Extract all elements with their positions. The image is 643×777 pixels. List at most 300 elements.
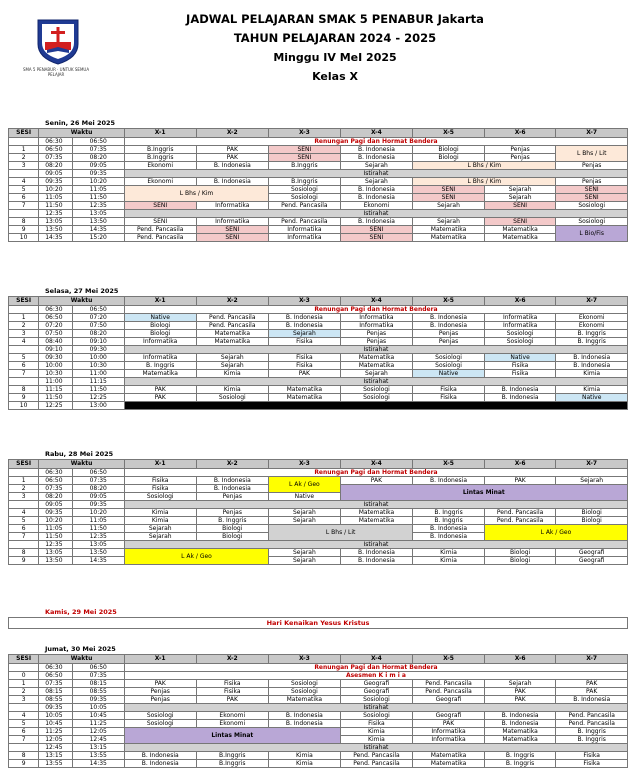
- session-number: [9, 469, 39, 477]
- break-row: Istirahat: [124, 541, 627, 549]
- subject-cell: Informatika: [484, 322, 556, 330]
- subject-cell: Sosiologi: [340, 386, 413, 394]
- subject-cell: SENI: [556, 194, 628, 202]
- subject-cell: B. Indonesia: [269, 720, 341, 728]
- day-label-jumat: Jumat, 30 Mei 2025: [45, 645, 116, 653]
- table-row: [9, 322, 628, 330]
- table-row: [9, 664, 628, 672]
- subject-cell: Sosiologi: [124, 720, 196, 728]
- subject-cell: Lintas Minat: [340, 485, 627, 501]
- time-end: 11:15: [72, 378, 124, 386]
- time-end: 14:35: [72, 760, 124, 768]
- subject-cell: PAK: [269, 370, 341, 378]
- table-row: [9, 469, 628, 477]
- column-header: X-6: [484, 460, 556, 469]
- school-logo: [33, 16, 83, 66]
- subject-cell: B.Inggris: [269, 178, 341, 186]
- subject-cell: Sosiologi: [340, 696, 413, 704]
- subject-cell: Penjas: [413, 338, 485, 346]
- time-end: 11:50: [72, 194, 124, 202]
- time-start: 08:20: [39, 493, 72, 501]
- day-label-kamis: Kamis, 29 Mei 2025: [45, 608, 117, 616]
- column-header: Waktu: [39, 297, 125, 306]
- time-start: 07:35: [39, 485, 72, 493]
- time-end: 13:05: [72, 541, 124, 549]
- time-start: 07:35: [39, 680, 72, 688]
- table-row: [9, 330, 628, 338]
- subject-cell: B. Indonesia: [269, 712, 341, 720]
- table-header-row: [9, 129, 628, 138]
- subject-cell: Ekonomi: [196, 712, 269, 720]
- subject-cell: Fisika: [269, 338, 341, 346]
- subject-cell: B. Indonesia: [556, 362, 628, 370]
- subject-cell: Penjas: [340, 338, 413, 346]
- time-end: 13:55: [72, 752, 124, 760]
- session-number: [9, 170, 39, 178]
- subject-cell: Matematika: [484, 234, 556, 242]
- event-banner: Renungan Pagi dan Hormat Bendera: [124, 306, 627, 314]
- table-row: [9, 194, 628, 202]
- table-row: [9, 162, 628, 170]
- subject-cell: L Ak / Geo: [484, 525, 627, 541]
- subject-cell: B. Indonesia: [556, 696, 628, 704]
- subject-cell: Informatika: [340, 314, 413, 322]
- subject-cell: Sejarah: [196, 362, 269, 370]
- subject-cell: Matematika: [484, 226, 556, 234]
- session-number: 8: [9, 549, 39, 557]
- subject-cell: Kimia: [413, 557, 485, 565]
- time-start: 11:50: [39, 533, 72, 541]
- time-end: 09:30: [72, 346, 124, 354]
- event-banner: [124, 402, 627, 410]
- subject-cell: B. Inggris: [556, 736, 628, 744]
- subject-cell: PAK: [340, 477, 413, 485]
- subject-cell: Sosiologi: [556, 202, 628, 210]
- day-label-selasa: Selasa, 27 Mei 2025: [45, 287, 119, 295]
- time-end: 10:20: [72, 509, 124, 517]
- subject-cell: Informatika: [124, 338, 196, 346]
- subject-cell: Sejarah: [413, 218, 485, 226]
- holiday-text: Hari Kenaikan Yesus Kristus: [9, 618, 628, 629]
- table-row: [9, 712, 628, 720]
- subject-cell: Biologi: [484, 549, 556, 557]
- subject-cell: Biologi: [196, 533, 269, 541]
- table-row: [9, 744, 628, 752]
- time-start: 11:50: [39, 202, 72, 210]
- subject-cell: Sejarah: [340, 162, 413, 170]
- time-end: 06:50: [72, 306, 124, 314]
- subject-cell: B. Indonesia: [484, 386, 556, 394]
- time-end: 10:05: [72, 704, 124, 712]
- subject-cell: Informatika: [269, 226, 341, 234]
- column-header: X-7: [556, 129, 628, 138]
- column-header: X-5: [413, 297, 485, 306]
- table-row: [9, 210, 628, 218]
- time-start: 13:05: [39, 549, 72, 557]
- session-number: [9, 138, 39, 146]
- column-header: Waktu: [39, 460, 125, 469]
- time-end: 15:20: [72, 234, 124, 242]
- subject-cell: PAK: [196, 696, 269, 704]
- time-start: 09:35: [39, 704, 72, 712]
- subject-cell: B. Indonesia: [340, 218, 413, 226]
- subject-cell: PAK: [484, 696, 556, 704]
- time-end: 07:35: [72, 146, 124, 154]
- subject-cell: B. Indonesia: [340, 194, 413, 202]
- time-start: 12:25: [39, 402, 72, 410]
- session-number: 7: [9, 202, 39, 210]
- subject-cell: B. Indonesia: [413, 525, 485, 533]
- table-row: [9, 509, 628, 517]
- subject-cell: Fisika: [196, 680, 269, 688]
- subject-cell: Kimia: [556, 386, 628, 394]
- schedule-table: [8, 128, 628, 242]
- subject-cell: SENI: [196, 226, 269, 234]
- table-row: [9, 154, 628, 162]
- time-end: 08:20: [72, 330, 124, 338]
- time-end: 07:50: [72, 322, 124, 330]
- column-header: X-7: [556, 460, 628, 469]
- time-end: 11:50: [72, 386, 124, 394]
- table-row: [9, 688, 628, 696]
- subject-cell: Sejarah: [269, 557, 341, 565]
- column-header: X-5: [413, 655, 485, 664]
- break-row: Istirahat: [124, 501, 627, 509]
- subject-cell: B. Inggris: [556, 338, 628, 346]
- holiday-table: [8, 617, 628, 629]
- subject-cell: Sosiologi: [124, 712, 196, 720]
- time-start: 13:50: [39, 226, 72, 234]
- subject-cell: Sosiologi: [269, 194, 341, 202]
- time-end: 10:20: [72, 178, 124, 186]
- column-header: SESI: [9, 129, 39, 138]
- time-start: 08:40: [39, 338, 72, 346]
- subject-cell: B. Inggris: [484, 752, 556, 760]
- time-end: 11:25: [72, 720, 124, 728]
- time-start: 08:15: [39, 688, 72, 696]
- column-header: X-3: [269, 129, 341, 138]
- time-end: 13:50: [72, 549, 124, 557]
- subject-cell: Pend. Pancasila: [269, 218, 341, 226]
- time-end: 09:05: [72, 493, 124, 501]
- subject-cell: Penjas: [413, 330, 485, 338]
- subject-cell: B. Indonesia: [340, 549, 413, 557]
- subject-cell: SENI: [556, 186, 628, 194]
- subject-cell: B.Inggris: [196, 760, 269, 768]
- time-start: 09:30: [39, 354, 72, 362]
- subject-cell: SENI: [413, 194, 485, 202]
- time-start: 06:30: [39, 664, 72, 672]
- column-header: X-1: [124, 460, 196, 469]
- column-header: X-3: [269, 460, 341, 469]
- subject-cell: Sejarah: [269, 509, 341, 517]
- subject-cell: Native: [413, 370, 485, 378]
- time-end: 13:00: [72, 402, 124, 410]
- subject-cell: L Bhs / Kim: [413, 178, 556, 186]
- column-header: Waktu: [39, 129, 125, 138]
- subject-cell: Pend. Pancasila: [484, 509, 556, 517]
- subject-cell: Sosiologi: [484, 330, 556, 338]
- time-start: 07:20: [39, 322, 72, 330]
- event-banner: Asesmen K i m i a: [124, 672, 627, 680]
- subject-cell: PAK: [484, 477, 556, 485]
- session-number: [9, 541, 39, 549]
- session-number: [9, 664, 39, 672]
- subject-cell: SENI: [269, 154, 341, 162]
- schedule-table: [8, 654, 628, 768]
- subject-cell: Matematika: [269, 696, 341, 704]
- time-start: 06:30: [39, 306, 72, 314]
- column-header: X-1: [124, 129, 196, 138]
- subject-cell: Matematika: [413, 234, 485, 242]
- column-header: X-1: [124, 655, 196, 664]
- subject-cell: Pend. Pancasila: [340, 760, 413, 768]
- time-end: 13:05: [72, 210, 124, 218]
- subject-cell: Fisika: [413, 386, 485, 394]
- time-start: 10:30: [39, 370, 72, 378]
- table-row: [9, 704, 628, 712]
- time-end: 14:35: [72, 226, 124, 234]
- subject-cell: Matematika: [196, 338, 269, 346]
- session-number: 3: [9, 493, 39, 501]
- subject-cell: SENI: [484, 202, 556, 210]
- table-row: [9, 501, 628, 509]
- subject-cell: Biologi: [413, 154, 485, 162]
- subject-cell: B. Indonesia: [413, 477, 485, 485]
- time-start: 11:05: [39, 194, 72, 202]
- subject-cell: Ekonomi: [340, 202, 413, 210]
- subject-cell: Penjas: [196, 493, 269, 501]
- session-number: [9, 306, 39, 314]
- subject-cell: Matematika: [196, 330, 269, 338]
- time-start: 12:45: [39, 744, 72, 752]
- time-end: 09:10: [72, 338, 124, 346]
- class-label: Kelas X: [312, 70, 358, 83]
- day-label-senin: Senin, 26 Mei 2025: [45, 119, 116, 127]
- subject-cell: B. Inggris: [196, 517, 269, 525]
- time-start: 06:50: [39, 477, 72, 485]
- subject-cell: Kimia: [556, 370, 628, 378]
- column-header: SESI: [9, 655, 39, 664]
- session-number: 2: [9, 485, 39, 493]
- time-start: 13:05: [39, 218, 72, 226]
- time-start: 06:50: [39, 146, 72, 154]
- subject-cell: Sejarah: [269, 549, 341, 557]
- subject-cell: B. Inggris: [413, 517, 485, 525]
- subject-cell: L Bio/Fis: [556, 226, 628, 242]
- subject-cell: Geografi: [556, 557, 628, 565]
- subject-cell: Pend. Pancasila: [556, 712, 628, 720]
- subject-cell: PAK: [124, 386, 196, 394]
- subject-cell: Matematika: [340, 354, 413, 362]
- session-number: 10: [9, 402, 39, 410]
- table-row: [9, 202, 628, 210]
- column-header: X-5: [413, 460, 485, 469]
- table-row: [9, 354, 628, 362]
- time-start: 13:50: [39, 557, 72, 565]
- subject-cell: B. Indonesia: [196, 477, 269, 485]
- session-number: [9, 501, 39, 509]
- subject-cell: Informatika: [340, 322, 413, 330]
- table-row: [9, 226, 628, 234]
- break-row: Istirahat: [124, 170, 627, 178]
- session-number: 9: [9, 557, 39, 565]
- subject-cell: PAK: [484, 688, 556, 696]
- session-number: 1: [9, 314, 39, 322]
- table-row: [9, 728, 628, 736]
- session-number: 3: [9, 330, 39, 338]
- subject-cell: Penjas: [196, 509, 269, 517]
- column-header: X-4: [340, 460, 413, 469]
- session-number: 5: [9, 517, 39, 525]
- subject-cell: Matematika: [269, 394, 341, 402]
- time-start: 10:20: [39, 186, 72, 194]
- subject-cell: B. Indonesia: [340, 146, 413, 154]
- subject-cell: Matematika: [340, 509, 413, 517]
- subject-cell: Informatika: [196, 202, 269, 210]
- subject-cell: B. Indonesia: [124, 752, 196, 760]
- session-number: 7: [9, 533, 39, 541]
- subject-cell: Informatika: [413, 736, 485, 744]
- session-number: 9: [9, 226, 39, 234]
- subject-cell: Native: [484, 354, 556, 362]
- table-row: [9, 362, 628, 370]
- subject-cell: Biologi: [556, 517, 628, 525]
- table-header-row: [9, 655, 628, 664]
- subject-cell: Sejarah: [124, 525, 196, 533]
- session-number: [9, 744, 39, 752]
- session-number: 3: [9, 696, 39, 704]
- subject-cell: Sosiologi: [556, 218, 628, 226]
- column-header: X-6: [484, 655, 556, 664]
- column-header: X-3: [269, 297, 341, 306]
- session-number: [9, 346, 39, 354]
- subject-cell: L Ak / Geo: [124, 549, 268, 565]
- table-row: [9, 314, 628, 322]
- subject-cell: Pend. Pancasila: [196, 322, 269, 330]
- subject-cell: Biologi: [124, 322, 196, 330]
- page-title: JADWAL PELAJARAN SMAK 5 PENABUR Jakarta: [186, 12, 484, 26]
- subject-cell: L Bhs / Kim: [124, 186, 268, 202]
- subject-cell: B. Indonesia: [124, 760, 196, 768]
- subject-cell: Biologi: [124, 330, 196, 338]
- subject-cell: Informatika: [484, 314, 556, 322]
- subject-cell: L Ak / Geo: [269, 477, 341, 493]
- subject-cell: SENI: [340, 234, 413, 242]
- subject-cell: Pend. Pancasila: [196, 314, 269, 322]
- subject-cell: B. Inggris: [556, 728, 628, 736]
- table-row: [9, 170, 628, 178]
- subject-cell: Biologi: [196, 525, 269, 533]
- time-end: 09:05: [72, 162, 124, 170]
- subject-cell: Sosiologi: [340, 712, 413, 720]
- subject-cell: PAK: [556, 680, 628, 688]
- logo-caption: SMA 5 PENABUR · UNTUK SEMUA PELAJAR: [22, 67, 90, 77]
- event-banner: Renungan Pagi dan Hormat Bendera: [124, 469, 627, 477]
- subject-cell: Geografi: [340, 680, 413, 688]
- time-start: 07:35: [39, 154, 72, 162]
- subject-cell: PAK: [556, 688, 628, 696]
- subject-cell: Sosiologi: [340, 394, 413, 402]
- time-start: 10:05: [39, 712, 72, 720]
- subject-cell: Pend. Pancasila: [124, 234, 196, 242]
- session-number: 2: [9, 154, 39, 162]
- time-start: 13:15: [39, 752, 72, 760]
- session-number: 4: [9, 338, 39, 346]
- subject-cell: Fisika: [340, 720, 413, 728]
- table-row: [9, 370, 628, 378]
- table-row: [9, 218, 628, 226]
- time-start: 11:00: [39, 378, 72, 386]
- column-header: X-2: [196, 460, 269, 469]
- session-number: [9, 210, 39, 218]
- time-end: 10:00: [72, 354, 124, 362]
- subject-cell: Native: [269, 493, 341, 501]
- subject-cell: B.Inggris: [196, 752, 269, 760]
- table-row: [9, 672, 628, 680]
- subject-cell: Pend. Pancasila: [413, 680, 485, 688]
- column-header: X-6: [484, 129, 556, 138]
- table-header-row: [9, 460, 628, 469]
- time-end: 07:35: [72, 477, 124, 485]
- subject-cell: Kimia: [340, 736, 413, 744]
- session-number: 1: [9, 680, 39, 688]
- table-header-row: [9, 297, 628, 306]
- table-row: [9, 138, 628, 146]
- subject-cell: B.Inggris: [124, 154, 196, 162]
- subject-cell: Matematika: [340, 362, 413, 370]
- subject-cell: Informatika: [413, 728, 485, 736]
- time-start: 11:15: [39, 386, 72, 394]
- column-header: X-1: [124, 297, 196, 306]
- column-header: X-7: [556, 655, 628, 664]
- subject-cell: Native: [124, 314, 196, 322]
- subject-cell: Sejarah: [484, 194, 556, 202]
- subject-cell: Informatika: [269, 234, 341, 242]
- subject-cell: Kimia: [340, 728, 413, 736]
- subject-cell: Kimia: [196, 386, 269, 394]
- subject-cell: B. Indonesia: [196, 162, 269, 170]
- time-start: 13:55: [39, 760, 72, 768]
- session-number: 4: [9, 509, 39, 517]
- session-number: 8: [9, 218, 39, 226]
- session-number: 3: [9, 162, 39, 170]
- time-end: 06:50: [72, 664, 124, 672]
- subject-cell: Matematika: [413, 760, 485, 768]
- schedule-table: [8, 459, 628, 565]
- subject-cell: B.Inggris: [269, 162, 341, 170]
- column-header: X-2: [196, 129, 269, 138]
- subject-cell: Native: [556, 394, 628, 402]
- subject-cell: Fisika: [196, 688, 269, 696]
- time-start: 10:00: [39, 362, 72, 370]
- break-row: Istirahat: [124, 378, 627, 386]
- subject-cell: Sejarah: [269, 517, 341, 525]
- schedule-table: [8, 296, 628, 410]
- time-start: 12:35: [39, 210, 72, 218]
- subject-cell: Sejarah: [196, 354, 269, 362]
- time-start: 09:10: [39, 346, 72, 354]
- time-start: 08:20: [39, 162, 72, 170]
- subject-cell: B. Inggris: [124, 362, 196, 370]
- time-end: 11:00: [72, 370, 124, 378]
- time-start: 07:50: [39, 330, 72, 338]
- subject-cell: Penjas: [484, 146, 556, 154]
- column-header: X-4: [340, 297, 413, 306]
- session-number: [9, 704, 39, 712]
- time-start: 11:25: [39, 728, 72, 736]
- time-start: 10:45: [39, 720, 72, 728]
